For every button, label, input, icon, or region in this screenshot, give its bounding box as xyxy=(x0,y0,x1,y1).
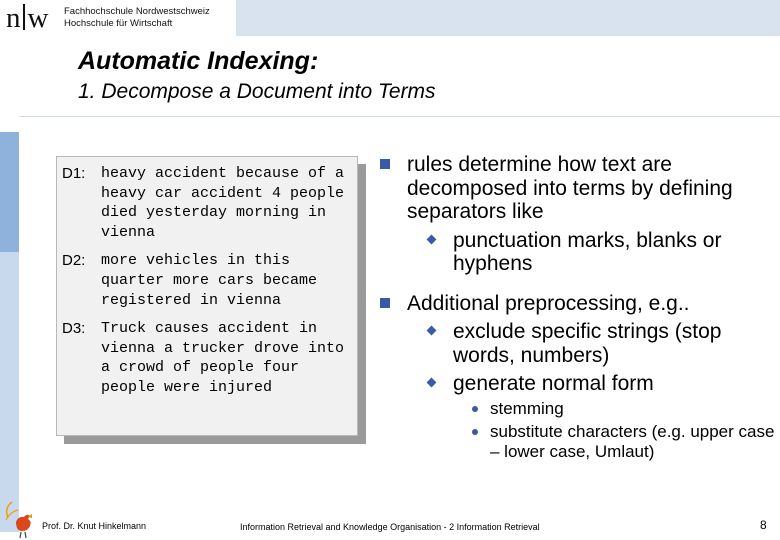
bullet-text: exclude specific strings (stop words, numbers) xyxy=(453,320,722,367)
dot-bullet-icon xyxy=(472,406,478,412)
rooster-icon xyxy=(2,498,40,540)
slide-title: Automatic Indexing: xyxy=(78,47,319,75)
document-d3 xyxy=(62,319,358,397)
header-divider xyxy=(236,36,780,38)
bullet-text: punctuation marks, blanks or hyphens xyxy=(453,228,722,275)
logo-mark: n w xyxy=(6,2,48,34)
bullet-level-2 xyxy=(378,372,778,396)
title-rule xyxy=(19,116,780,117)
page-number: 8 xyxy=(760,518,767,532)
logo-line-1: Fachhochschule Nordwestschweiz xyxy=(64,6,210,17)
slide-subtitle: 1. Decompose a Document into Terms xyxy=(78,80,436,103)
bullet-text: substitute characters (e.g. upper case – lower case, Umlaut) xyxy=(490,421,775,461)
footer-author: Prof. Dr. Knut Hinkelmann xyxy=(42,521,147,531)
document-d2 xyxy=(62,251,358,310)
bullet-level-2 xyxy=(378,320,778,367)
bullet-text: rules determine how text are decomposed into terms by defining separators like xyxy=(407,153,733,223)
square-bullet-icon xyxy=(380,298,390,308)
bullet-level-3 xyxy=(378,422,778,462)
document-d1 xyxy=(62,164,358,242)
square-bullet-icon xyxy=(380,159,390,169)
bullet-text: generate normal form xyxy=(453,372,654,395)
document-text: Truck causes accident in vienna a trucker drove into a crowd of people four people were injured xyxy=(101,320,345,396)
document-text: heavy accident because of a heavy car accident 4 people died yesterday morning in vienna xyxy=(101,165,345,241)
bullet-text: Additional preprocessing, e.g.. xyxy=(407,291,690,315)
diamond-bullet-icon xyxy=(427,378,437,388)
bullet-level-1 xyxy=(378,292,778,316)
bullet-level-3 xyxy=(378,399,778,419)
logo-text xyxy=(64,6,210,30)
document-label: D3: xyxy=(62,320,86,338)
document-label: D2: xyxy=(62,252,86,270)
diamond-bullet-icon xyxy=(427,326,437,336)
document-text: more vehicles in this quarter more cars became registered in vienna xyxy=(101,252,318,309)
footer-course: Information Retrieval and Knowledge Organisation - 2 Information Retrieval xyxy=(240,522,540,532)
bullet-text: stemming xyxy=(490,398,564,418)
document-list xyxy=(62,164,358,407)
fhnw-logo xyxy=(6,3,236,37)
header-band xyxy=(236,0,780,36)
logo-line-2: Hochschule für Wirtschaft xyxy=(64,18,173,29)
bullet-level-1 xyxy=(378,153,778,224)
bullet-list xyxy=(378,153,778,462)
diamond-bullet-icon xyxy=(427,234,437,244)
dot-bullet-icon xyxy=(472,429,478,435)
document-label: D1: xyxy=(62,165,86,182)
side-strip-accent xyxy=(0,132,19,252)
bullet-level-2 xyxy=(378,229,778,276)
